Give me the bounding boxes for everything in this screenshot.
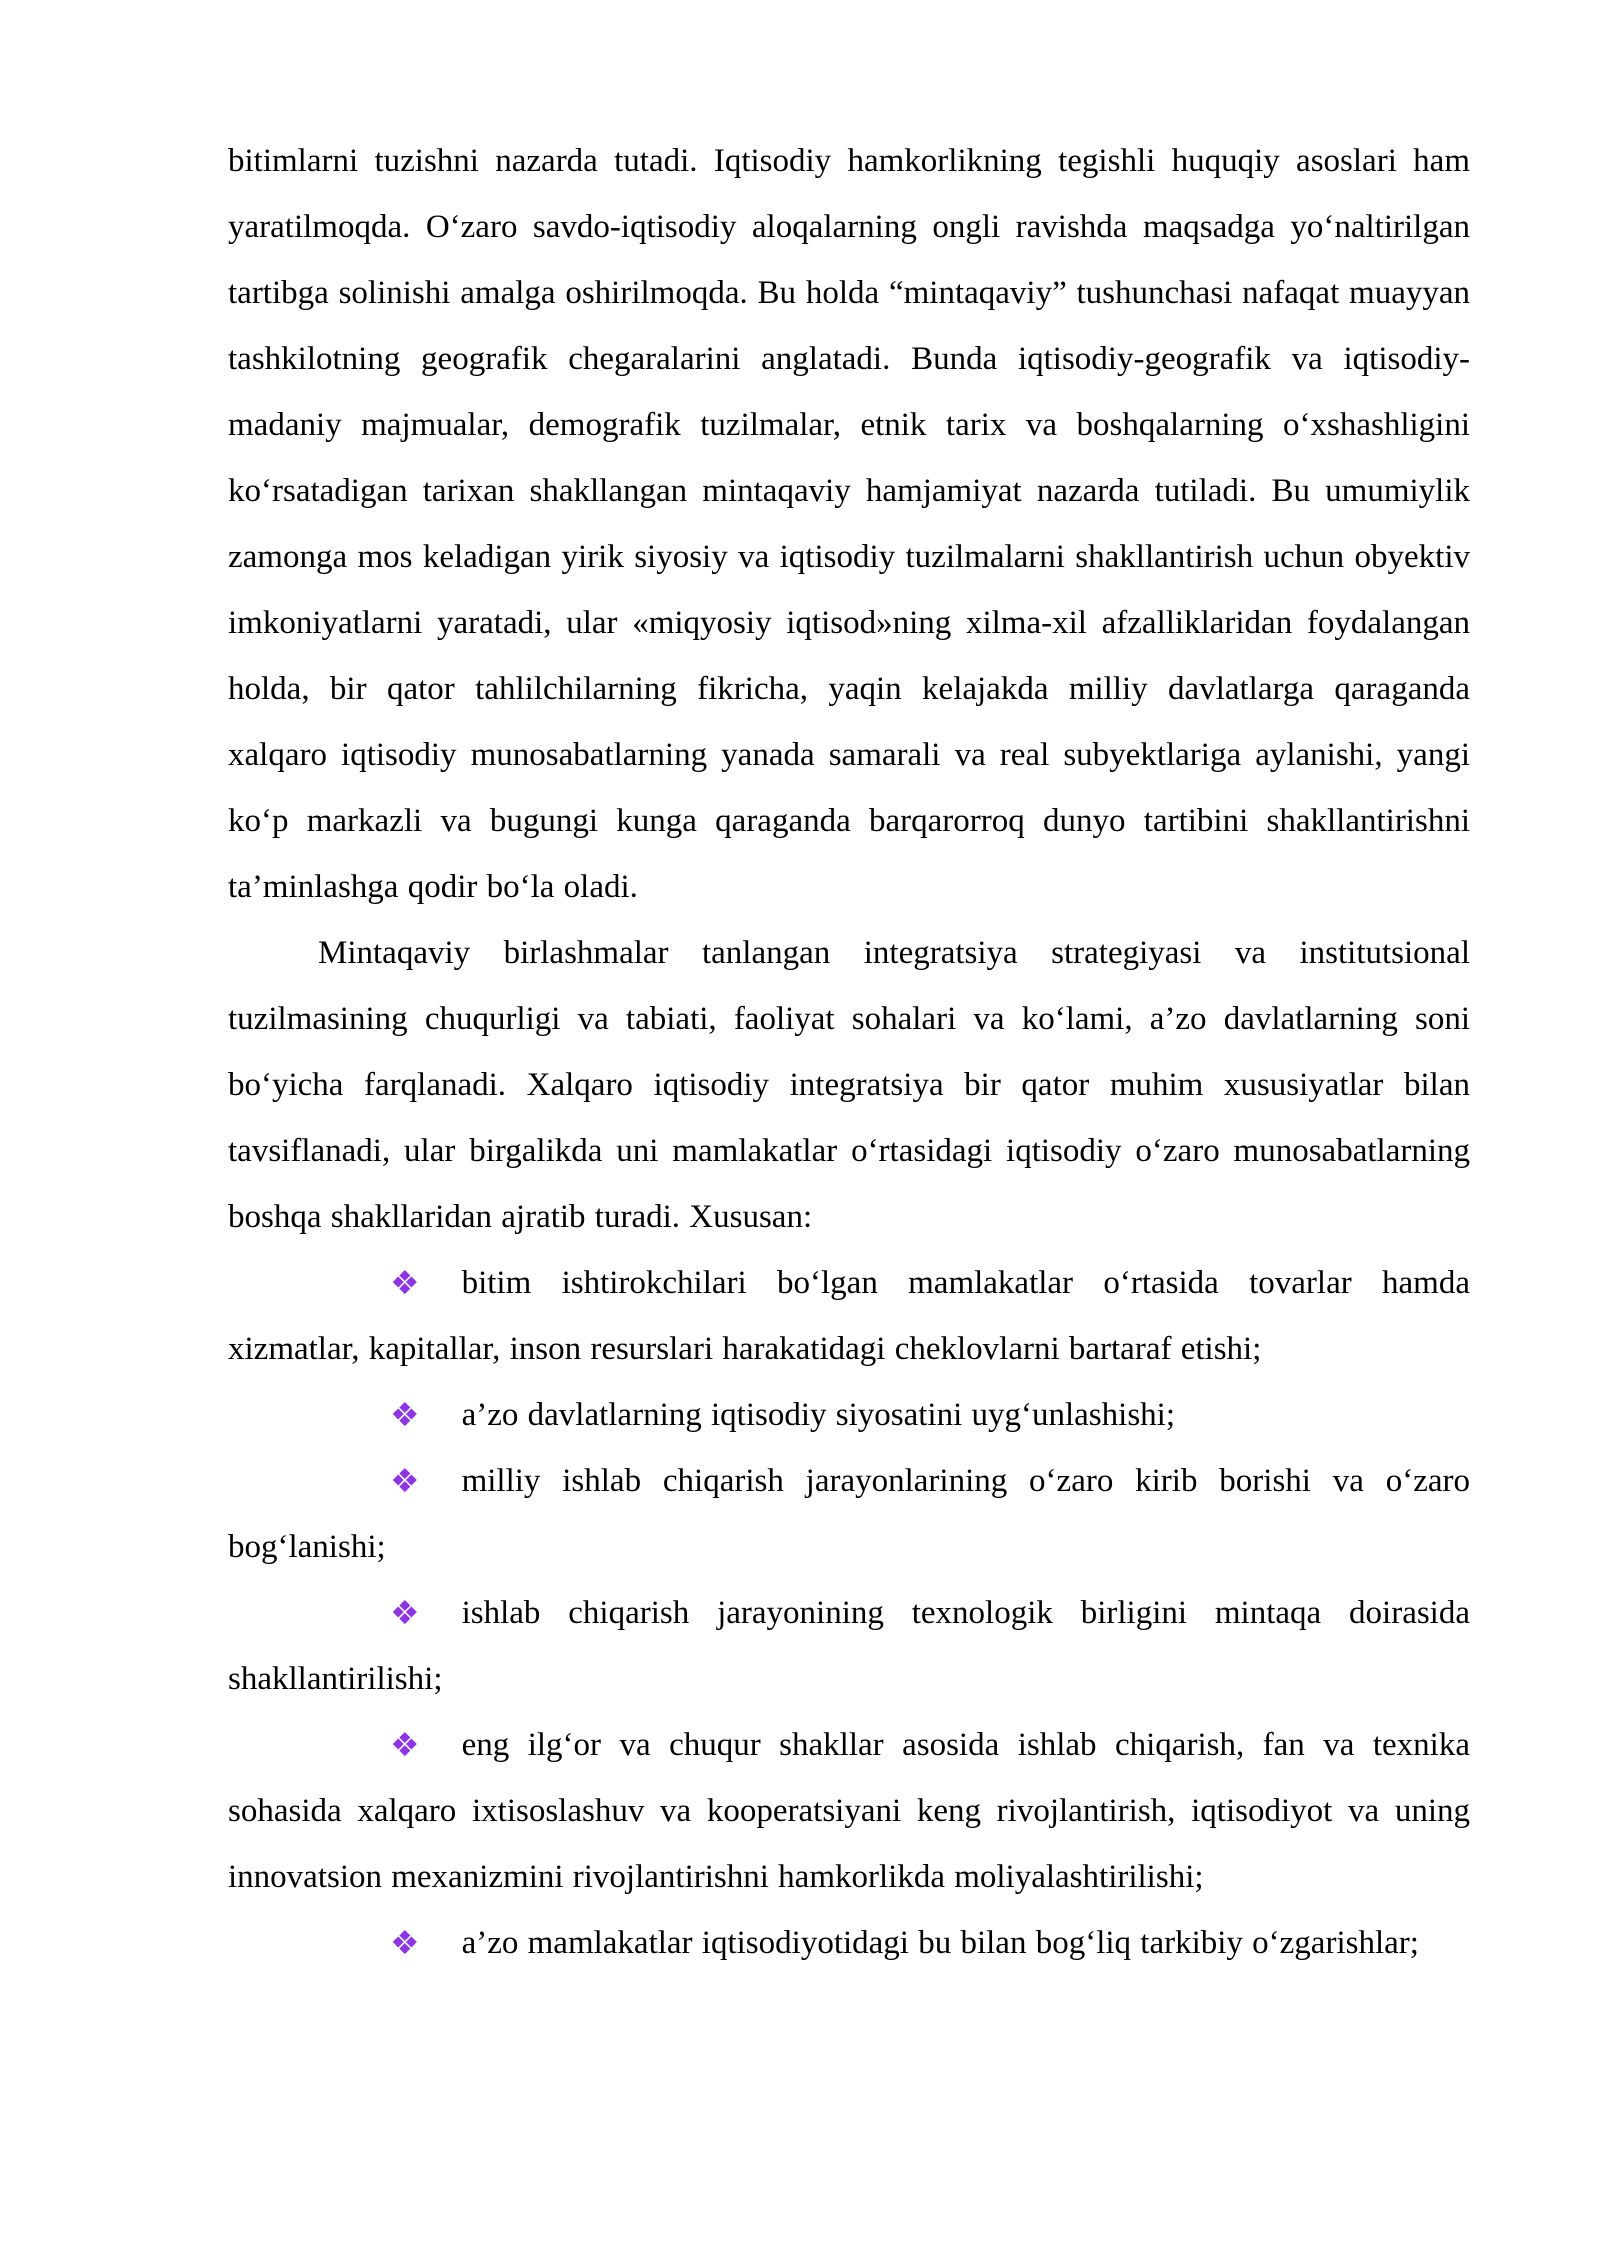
diamond-bullet-icon: ❖ (390, 1725, 420, 1764)
bullet-item (228, 1250, 1470, 1382)
bullet-item (228, 1910, 1470, 1976)
bullet-text: a’zo mamlakatlar iqtisodiyotidagi bu bilan bog‘liq tarkibiy o‘zgarishlar; (461, 1925, 1419, 1961)
bullet-text: bitim ishtirokchilari bo‘lgan mamlakatlar o‘rtasida tovarlar hamda xizmatlar, kapitallar, inson resurslari harakatidagi cheklovlarni bartaraf etishi; (228, 1265, 1470, 1367)
document-body-text (228, 128, 1470, 1976)
diamond-bullet-icon: ❖ (390, 1923, 420, 1962)
bullet-item (228, 1382, 1470, 1448)
bullet-text: eng ilg‘or va chuqur shakllar asosida ishlab chiqarish, fan va texnika sohasida xalqaro ixtisoslashuv va kooperatsiyani keng rivojlantirish, iqtisodiyot va uning innovatsion mexanizmini rivojlantirishni hamkorlikda moliyalashtirilishi; (228, 1727, 1470, 1895)
bullet-text: a’zo davlatlarning iqtisodiy siyosatini uyg‘unlashishi; (461, 1397, 1175, 1433)
diamond-bullet-icon: ❖ (390, 1461, 420, 1500)
bullet-text: milliy ishlab chiqarish jarayonlarining o‘zaro kirib borishi va o‘zaro bog‘lanishi; (228, 1463, 1470, 1565)
diamond-bullet-icon: ❖ (390, 1395, 420, 1434)
diamond-bullet-icon: ❖ (390, 1263, 420, 1302)
paragraph-continuation: bitimlarni tuzishni nazarda tutadi. Iqtisodiy hamkorlikning tegishli huquqiy asoslari ham yaratilmoqda. O‘zaro savdo-iqtisodiy aloqalarning ongli ravishda maqsadga yo‘naltirilgan tartibga solinishi amalga oshirilmoqda. Bu holda “mintaqaviy” tushunchasi nafaqat muayyan tashkilotning geografik chegaralarini anglatadi. Bunda iqtisodiy-geografik va iqtisodiy-madaniy majmualar, demografik tuzilmalar, etnik tarix va boshqalarning o‘xshashligini ko‘rsatadigan tarixan shakllangan mintaqaviy hamjamiyat nazarda tutiladi. Bu umumiylik zamonga mos keladigan yirik siyosiy va iqtisodiy tuzilmalarni shakllantirish uchun obyektiv imkoniyatlarni yaratadi, ular «miqyosiy iqtisod»ning xilma-xil afzalliklaridan foydalangan holda, bir qator tahlilchilarning fikricha, yaqin kelajakda milliy davlatlarga qaraganda xalqaro iqtisodiy munosabatlarning yanada samarali va real subyektlariga aylanishi, yangi ko‘p markazli va bugungi kunga qaraganda barqarorroq dunyo tartibini shakllantirishni ta’minlashga qodir bo‘la oladi. (228, 143, 1470, 905)
bullet-item (228, 1580, 1470, 1712)
bullet-item (228, 1448, 1470, 1580)
bullet-text: ishlab chiqarish jarayonining texnologik birligini mintaqa doirasida shakllantirilishi; (228, 1595, 1470, 1697)
bullet-item (228, 1712, 1470, 1910)
paragraph-mintaqaviy-birlashmalar: Mintaqaviy birlashmalar tanlangan integratsiya strategiyasi va institutsional tuzilmasining chuqurligi va tabiati, faoliyat sohalari va ko‘lami, a’zo davlatlarning soni bo‘yicha farqlanadi. Xalqaro iqtisodiy integratsiya bir qator muhim xususiyatlar bilan tavsiflanadi, ular birgalikda uni mamlakatlar o‘rtasidagi iqtisodiy o‘zaro munosabatlarning boshqa shakllaridan ajratib turadi. Xususan: (228, 935, 1470, 1235)
diamond-bullet-icon: ❖ (390, 1593, 420, 1632)
